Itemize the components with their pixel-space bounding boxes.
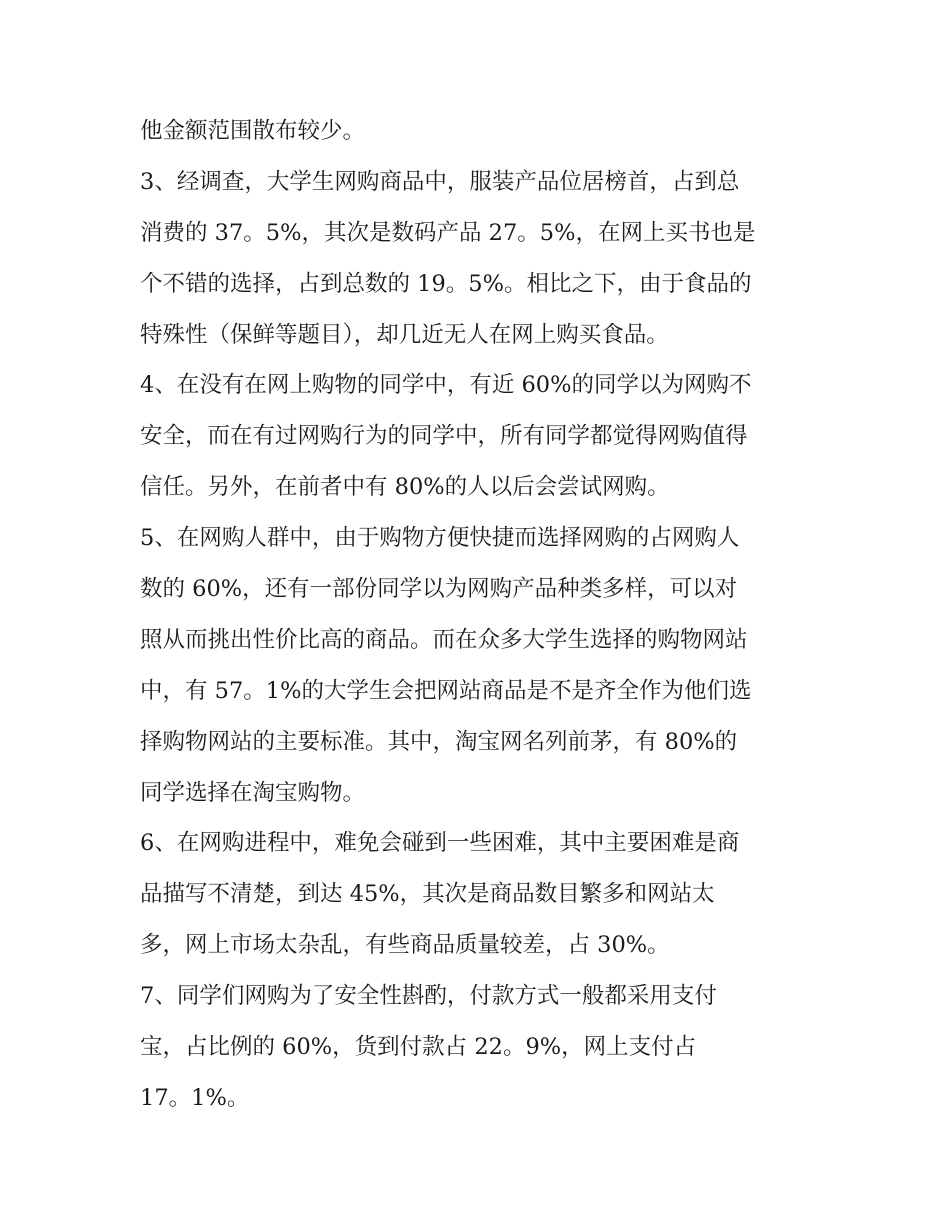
text-line: 消费的 37。5%，其次是数码产品 27。5%，在网上买书也是	[140, 219, 756, 246]
text-line: 7、同学们网购为了安全性斟酌，付款方式一般都采用支付	[140, 983, 717, 1010]
text-line: 特殊性（保鲜等题目），却几近无人在网上购买食品。	[140, 321, 669, 348]
text-line: 3、经调查，大学生网购商品中，服装产品位居榜首，占到总	[140, 168, 740, 195]
text-line: 17。1%。	[140, 1084, 250, 1111]
text-line: 数的 60%，还有一部份同学以为网购产品种类多样，可以对	[140, 576, 738, 603]
text-line: 信任。另外，在前者中有 80%的人以后会尝试网购。	[140, 474, 670, 501]
text-line: 同学选择在淘宝购物。	[140, 779, 366, 806]
text-line: 品描写不清楚，到达 45%，其次是商品数目繁多和网站太	[140, 881, 715, 908]
text-line: 个不错的选择，占到总数的 19。5%。相比之下，由于食品的	[140, 270, 752, 297]
text-line: 他金额范围散布较少。	[140, 118, 366, 144]
text-line: 宝，占比例的 60%，货到付款占 22。9%，网上支付占	[140, 1034, 697, 1061]
document-body	[140, 106, 820, 1124]
text-line: 照从而挑出性价比高的商品。而在众多大学生选择的购物网站	[140, 626, 748, 653]
text-line: 择购物网站的主要标准。其中，淘宝网名列前茅，有 80%的	[140, 728, 738, 755]
text-line: 4、在没有在网上购物的同学中，有近 60%的同学以为网购不	[140, 372, 752, 399]
text-line: 安全，而在有过网购行为的同学中，所有同学都觉得网购值得	[140, 423, 748, 450]
text-line: 5、在网购人群中，由于购物方便快捷而选择网购的占网购人	[140, 525, 740, 552]
text-line: 中，有 57。1%的大学生会把网站商品是不是齐全作为他们选	[140, 677, 752, 704]
text-line: 多，网上市场太杂乱，有些商品质量较差，占 30%。	[140, 932, 670, 959]
text-line: 6、在网购进程中，难免会碰到一些困难，其中主要困难是商	[140, 830, 740, 857]
